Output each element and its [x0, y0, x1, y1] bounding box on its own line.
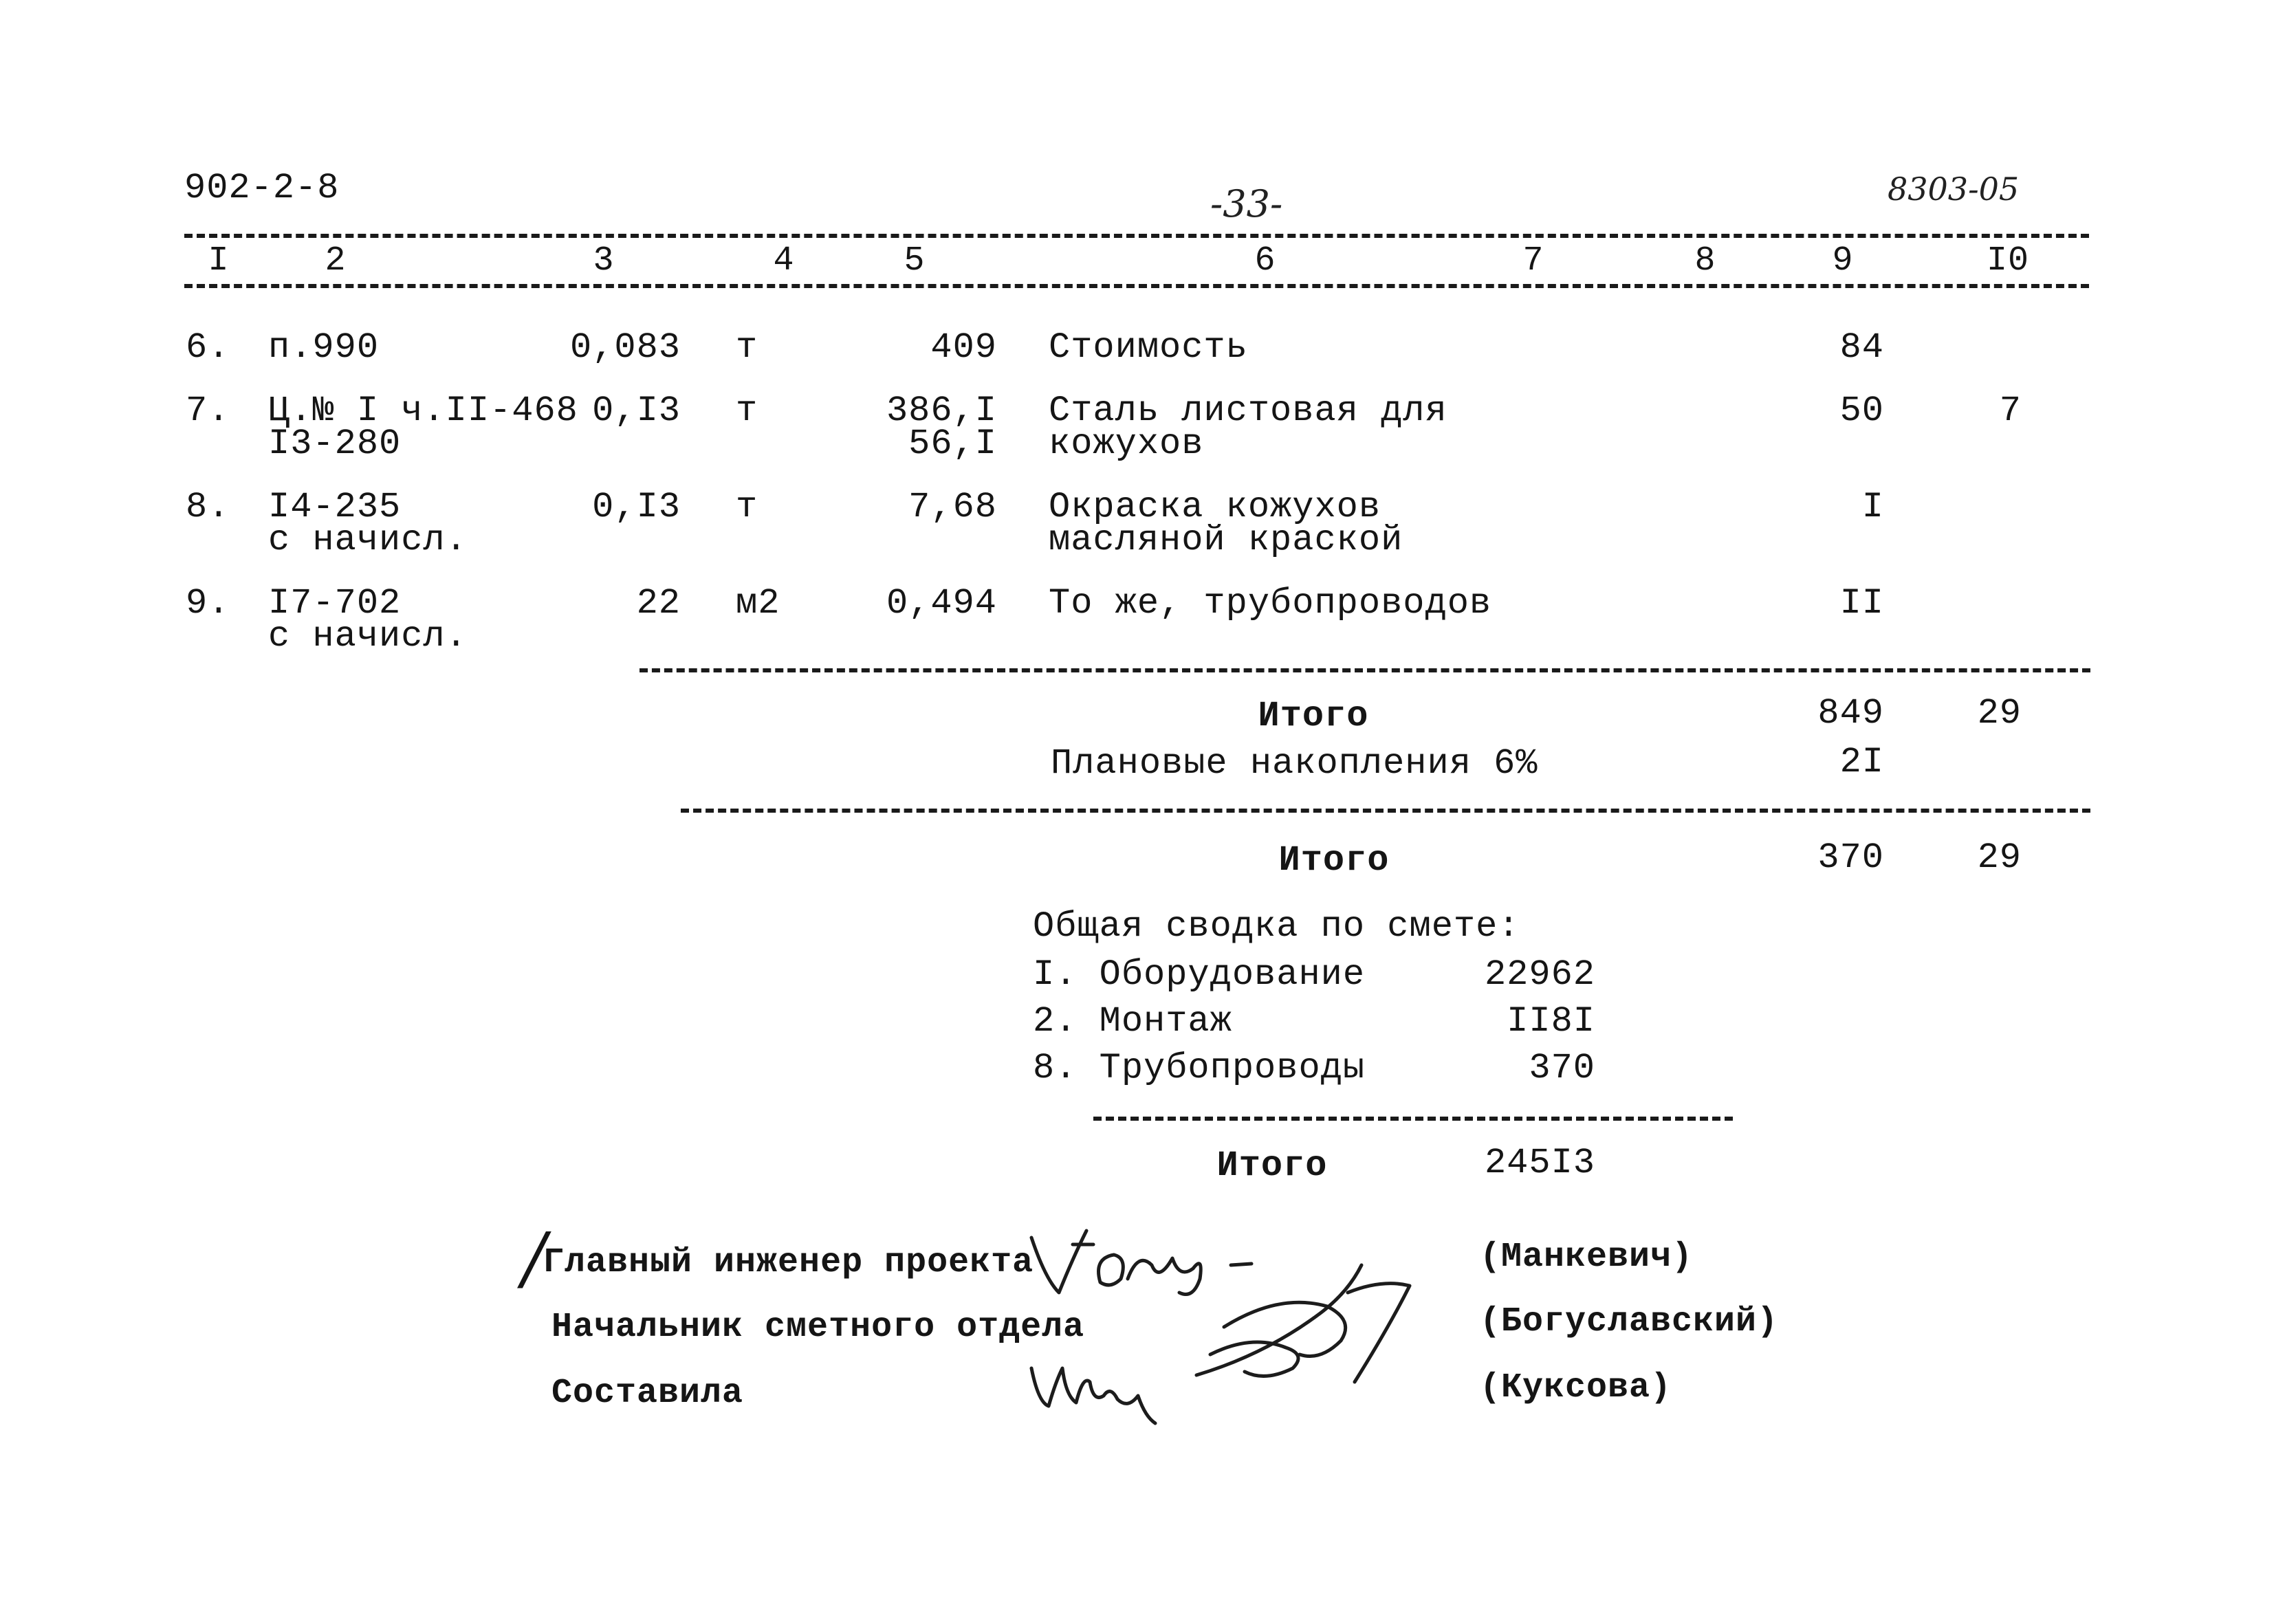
summary-total-value: 245I3	[1484, 1143, 1595, 1183]
summary-heading: Общая сводка по смете:	[1033, 906, 1520, 947]
row-unit-price: 0,494	[886, 583, 997, 624]
row-quantity: 0,I3	[592, 391, 681, 431]
bracket-mark: /	[523, 1218, 546, 1298]
row-unit-price: 7,68	[908, 487, 997, 527]
row-number: 9.	[186, 583, 230, 624]
row-reference: I7-702	[268, 583, 402, 624]
column-header-1: I	[208, 241, 230, 281]
column-header-10: I0	[1986, 241, 2029, 281]
row-col10: 7	[1999, 391, 2022, 431]
column-header-7: 7	[1522, 241, 1544, 281]
row-unit: т	[736, 327, 758, 368]
row-description: Стоимость	[1049, 327, 1248, 368]
signature-name: (Богуславский)	[1480, 1302, 1779, 1341]
total-label: Итого	[1278, 840, 1390, 881]
signature-role: Главный инженер проекта	[543, 1243, 1034, 1282]
header-top-rule	[184, 234, 2089, 238]
row-unit-price: 409	[930, 327, 997, 368]
subtotal-col9: 849	[1817, 693, 1884, 734]
total-col10: 29	[1977, 837, 2022, 878]
row-number: 8.	[186, 487, 230, 527]
row-quantity: 22	[636, 583, 681, 624]
subtotal-col10: 29	[1977, 693, 2022, 734]
summary-total-label: Итого	[1216, 1145, 1328, 1186]
row-col9: 50	[1839, 391, 1884, 431]
row-unit: т	[736, 487, 758, 527]
subtotal-rule	[639, 668, 2090, 672]
signature-role: Начальник сметного отдела	[551, 1308, 1085, 1347]
total-rule	[681, 809, 2090, 813]
row-reference: с начисл.	[268, 520, 468, 560]
column-header-2: 2	[325, 241, 347, 281]
row-description: Окраска кожухов	[1049, 487, 1381, 527]
row-description: масляной краской	[1049, 520, 1403, 560]
planned-savings-col9: 2I	[1839, 742, 1884, 782]
row-unit-price: 386,I	[886, 391, 997, 431]
summary-item-label: 8. Трубопроводы	[1033, 1048, 1366, 1088]
page-number: -33-	[1210, 182, 1283, 226]
row-reference: п.990	[268, 327, 380, 368]
column-header-4: 4	[773, 241, 795, 281]
row-number: 7.	[186, 391, 230, 431]
row-description: То же, трубопроводов	[1049, 583, 1492, 624]
document-code: 902-2-8	[184, 168, 340, 208]
signature-name: (Манкевич)	[1480, 1238, 1694, 1277]
row-reference: Ц.№ I ч.II-468	[268, 391, 578, 431]
summary-item-value: 370	[1529, 1048, 1595, 1088]
column-header-5: 5	[904, 241, 926, 281]
row-col9: II	[1839, 583, 1884, 624]
subtotal-label: Итого	[1258, 696, 1369, 736]
column-header-6: 6	[1254, 241, 1276, 281]
header-bottom-rule	[184, 284, 2089, 288]
row-number: 6.	[186, 327, 230, 368]
row-reference: I3-280	[268, 424, 402, 464]
summary-item-value: 22962	[1484, 954, 1595, 995]
summary-item-label: I. Оборудование	[1033, 954, 1366, 995]
signature-compiler	[1025, 1354, 1162, 1430]
row-description: Сталь листовая для	[1049, 391, 1447, 431]
row-unit-price: 56,I	[908, 424, 997, 464]
row-unit: т	[736, 391, 758, 431]
signature-name: (Куксова)	[1480, 1368, 1672, 1407]
row-col9: 84	[1839, 327, 1884, 368]
row-col9: I	[1861, 487, 1884, 527]
row-description: кожухов	[1049, 424, 1204, 464]
column-header-3: 3	[593, 241, 615, 281]
signature-head-of-estimates	[1183, 1251, 1430, 1403]
summary-item-label: 2. Монтаж	[1033, 1001, 1232, 1042]
total-col9: 370	[1817, 837, 1884, 878]
row-reference: с начисл.	[268, 616, 468, 657]
row-quantity: 0,083	[569, 327, 681, 368]
summary-rule	[1093, 1117, 1733, 1121]
summary-item-value: II8I	[1507, 1001, 1595, 1042]
column-header-8: 8	[1694, 241, 1716, 281]
row-quantity: 0,I3	[592, 487, 681, 527]
planned-savings-label: Плановые накопления 6%	[1051, 743, 1538, 784]
column-header-9: 9	[1832, 241, 1854, 281]
row-unit: м2	[736, 583, 780, 624]
signature-role: Составила	[551, 1374, 744, 1413]
row-reference: I4-235	[268, 487, 402, 527]
inventory-number: 8303-05	[1888, 171, 2020, 208]
